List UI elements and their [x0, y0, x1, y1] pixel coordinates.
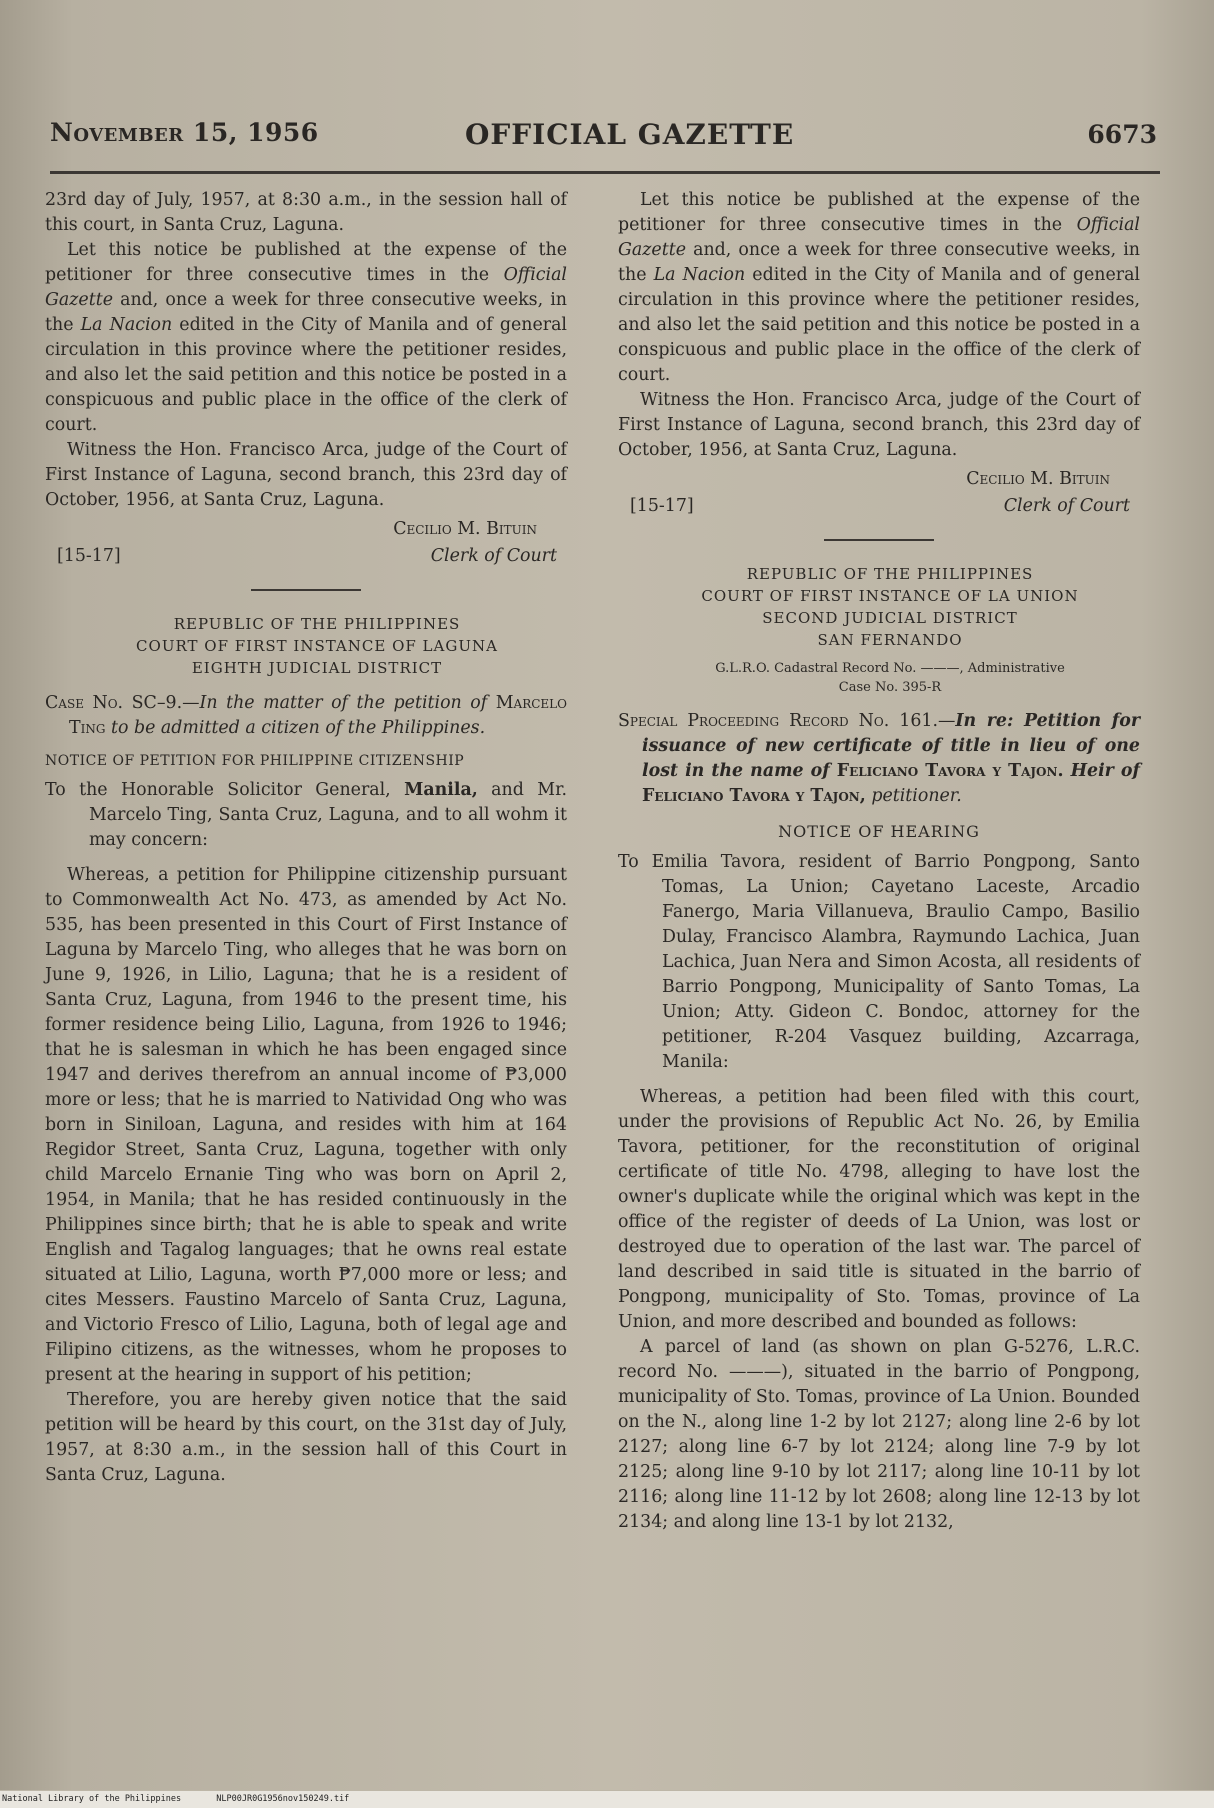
text-run: Let this notice be published at the expense of the petitioner for three consecutive times in the	[45, 240, 567, 285]
clerk-role: Clerk of Court	[1003, 496, 1130, 516]
record-number-line: Case No. 395-R	[838, 680, 942, 695]
left-paragraph-3: Witness the Hon. Francisco Arca, judge of the Court of First Instance of Laguna, second branch, this 23rd day of October, 1956, at Santa Cruz, Laguna.	[45, 440, 567, 510]
header-page-number: 6673	[1087, 120, 1157, 149]
text-run: Let this notice be published at the expense of the petitioner for three consecutive times in the	[618, 190, 1140, 235]
left-paragraph-1: 23rd day of July, 1957, at 8:30 a.m., in the session hall of this court, in Santa Cruz, Laguna.	[45, 190, 567, 235]
text-run: and, once a week for three consecutive weeks, in the	[45, 290, 567, 335]
text-run: to be admitted a citizen of the Philippines.	[105, 718, 486, 738]
left-column	[45, 188, 567, 1488]
text-run: In re: Petition for issuance of new certificate of title in lieu of one lost in the name of	[642, 711, 1140, 781]
owner-name: Feliciano Tavora y Tajon,	[642, 786, 866, 806]
clerk-name: Cecilio M. Bituin	[966, 469, 1110, 489]
record-number: Special Proceeding Record No. 161.—	[618, 711, 956, 731]
section-divider	[251, 589, 361, 591]
court-caption-line: EIGHTH JUDICIAL DISTRICT	[191, 659, 443, 677]
header-date: November 15, 1956	[50, 118, 319, 147]
page-header	[0, 118, 1214, 158]
left-paragraph-4: Whereas, a petition for Philippine citizenship pursuant to Commonwealth Act No. 473, as amended by Act No. 535, has been presented in this Court of First Instance of Laguna by Marcelo Ting, who alleges that he was born on June 9, 1926, in Lilio, Laguna; that he is a resident of Santa Cruz, Laguna, from 1946 to the present time, his former residence being Lilio, Laguna, from 1926 to 1946; that he is salesman in which he has been engaged since 1947 and derives therefrom an annual income of ₱3,000 more or less; that he is married to Natividad Ong who was born in Siniloan, Laguna, and resides with him at 164 Regidor Street, Santa Cruz, Laguna, together with only child Marcelo Ernanie Ting who was born on April 2, 1954, in Manila; that he has resided continuously in the Philippines since birth; that he is able to speak and write English and Tagalog languages; that he owns real estate situated at Lilio, Laguna, worth ₱7,000 more or less; and cites Messers. Faustino Marcelo of Santa Cruz, Laguna, and Victorio Fresco of Lilio, Laguna, both of legal age and Filipino citizens, as the witnesses, whom he proposes to present at the hearing in support of his petition;	[45, 865, 567, 1385]
addressee-block: To Emilia Tavora, resident of Barrio Pongpong, Santo Tomas, La Union; Cayetano Laceste, Arcadio Fanergo, Maria Villanueva, Braulio Campo, Basilio Dulay, Francisco Alambra, Raymundo Lachica, Juan Lachica, Juan Nera and Simon Acosta, all residents of Barrio Pongpong, Municipality of Santo Tomas, La Union; Atty. Gideon C. Bondoc, attorney for the petitioner, R-204 Vasquez building, Azcarraga, Manila:	[618, 852, 1140, 1072]
left-paragraph-5: Therefore, you are hereby given notice that the said petition will be heard by this court, on the 31st day of July, 1957, at 8:30 a.m., in the session hall of this Court in Santa Cruz, Laguna.	[45, 1390, 567, 1485]
clerk-role: Clerk of Court	[430, 546, 557, 566]
notice-heading: NOTICE OF PETITION FOR PHILIPPINE CITIZENSHIP	[45, 753, 465, 769]
newspaper-name: La Nacion	[653, 265, 746, 285]
petitioner-name: Marcelo Ting	[69, 693, 567, 738]
court-caption-line: REPUBLIC OF THE PHILIPPINES	[746, 565, 1034, 583]
court-caption-line: COURT OF FIRST INSTANCE OF LA UNION	[701, 587, 1079, 605]
scan-footer	[0, 1791, 1214, 1808]
text-run: petitioner.	[865, 786, 962, 806]
footer-filename: NLP00JR0G1956nov150249.tif	[216, 1794, 350, 1804]
footer-library: National Library of the Philippines	[2, 1794, 182, 1804]
header-title: OFFICIAL GAZETTE	[465, 118, 795, 151]
text-run: edited in the City of Manila and of general circulation in this province where the petitioner resides, and also let the said petition and this notice be posted in a conspicuous and public place in the office of the clerk of court.	[45, 315, 567, 435]
case-title	[45, 691, 567, 741]
owner-name: Feliciano Tavora y Tajon.	[836, 761, 1064, 781]
right-paragraph-3: Whereas, a petition had been filed with this court, under the provisions of Republic Act No. 26, by Emilia Tavora, petitioner, for the reconstitution of original certificate of title No. 4798, alleging to have lost the owner's duplicate while the original which was kept in the office of the register of deeds of La Union, was lost or destroyed due to operation of the last war. The parcel of land described in said title is situated in the barrio of Pongpong, municipality of Sto. Tomas, province of La Union, and more described and bounded as follows:	[618, 1087, 1140, 1332]
section-divider	[824, 539, 934, 541]
text-run: To the Honorable Solicitor General,	[45, 780, 405, 800]
court-caption-line: SECOND JUDICIAL DISTRICT	[762, 609, 1018, 627]
addressee-block	[45, 778, 567, 853]
right-signature-block	[618, 467, 1140, 521]
court-caption-line: SAN FERNANDO	[817, 631, 963, 649]
text-run: Mr. Marcelo Ting, Santa Cruz, Laguna, and to all wohm it may concern:	[89, 780, 568, 850]
issue-tag: [15-17]	[630, 496, 694, 516]
special-proceeding-title	[618, 709, 1140, 809]
court-caption-line: REPUBLIC OF THE PHILIPPINES	[173, 615, 461, 633]
text-run: edited in the City of Manila and of general circulation in this province where the petitioner resides, and also let the said petition and this notice be posted in a conspicuous and public place in the office of the clerk of court.	[618, 265, 1140, 385]
gazette-name: Official Gazette	[618, 215, 1140, 260]
notice-heading: NOTICE OF HEARING	[778, 822, 980, 841]
right-column	[618, 188, 1140, 1535]
text-run: Heir of	[1063, 761, 1140, 781]
left-paragraph-2	[45, 238, 567, 438]
text-run: and	[477, 780, 524, 800]
left-signature-block	[45, 517, 567, 571]
clerk-name: Cecilio M. Bituin	[393, 519, 537, 539]
header-rule	[50, 171, 1160, 174]
right-paragraph-4: A parcel of land (as shown on plan G-5276, L.R.C. record No. ———), situated in the barrio of Pongpong, municipality of Sto. Tomas, province of La Union. Bounded on the N., along line 1-2 by lot 2127; along line 2-6 by lot 2127; along line 6-7 by lot 2124; along line 7-9 by lot 2125; along line 9-10 by lot 2117; along line 10-11 by lot 2116; along line 11-12 by lot 2608; along line 12-13 by lot 2134; and along line 13-1 by lot 2132,	[618, 1337, 1140, 1532]
newspaper-name: La Nacion	[80, 315, 173, 335]
text-run: In the matter of the petition of	[199, 693, 496, 713]
court-caption-line: COURT OF FIRST INSTANCE OF LAGUNA	[136, 637, 498, 655]
text-run: and, once a week for three consecutive weeks, in the	[618, 240, 1140, 285]
record-number-line: G.L.R.O. Cadastral Record No. ———, Administrative	[715, 661, 1065, 676]
issue-tag: [15-17]	[57, 546, 121, 566]
gazette-name: Official Gazette	[45, 265, 567, 310]
text-run: Manila,	[404, 780, 478, 800]
right-paragraph-2: Witness the Hon. Francisco Arca, judge of the Court of First Instance of Laguna, second branch, this 23rd day of October, 1956, at Santa Cruz, Laguna.	[618, 390, 1140, 460]
right-paragraph-1	[618, 188, 1140, 388]
case-number: Case No. SC–9.—	[45, 693, 200, 713]
